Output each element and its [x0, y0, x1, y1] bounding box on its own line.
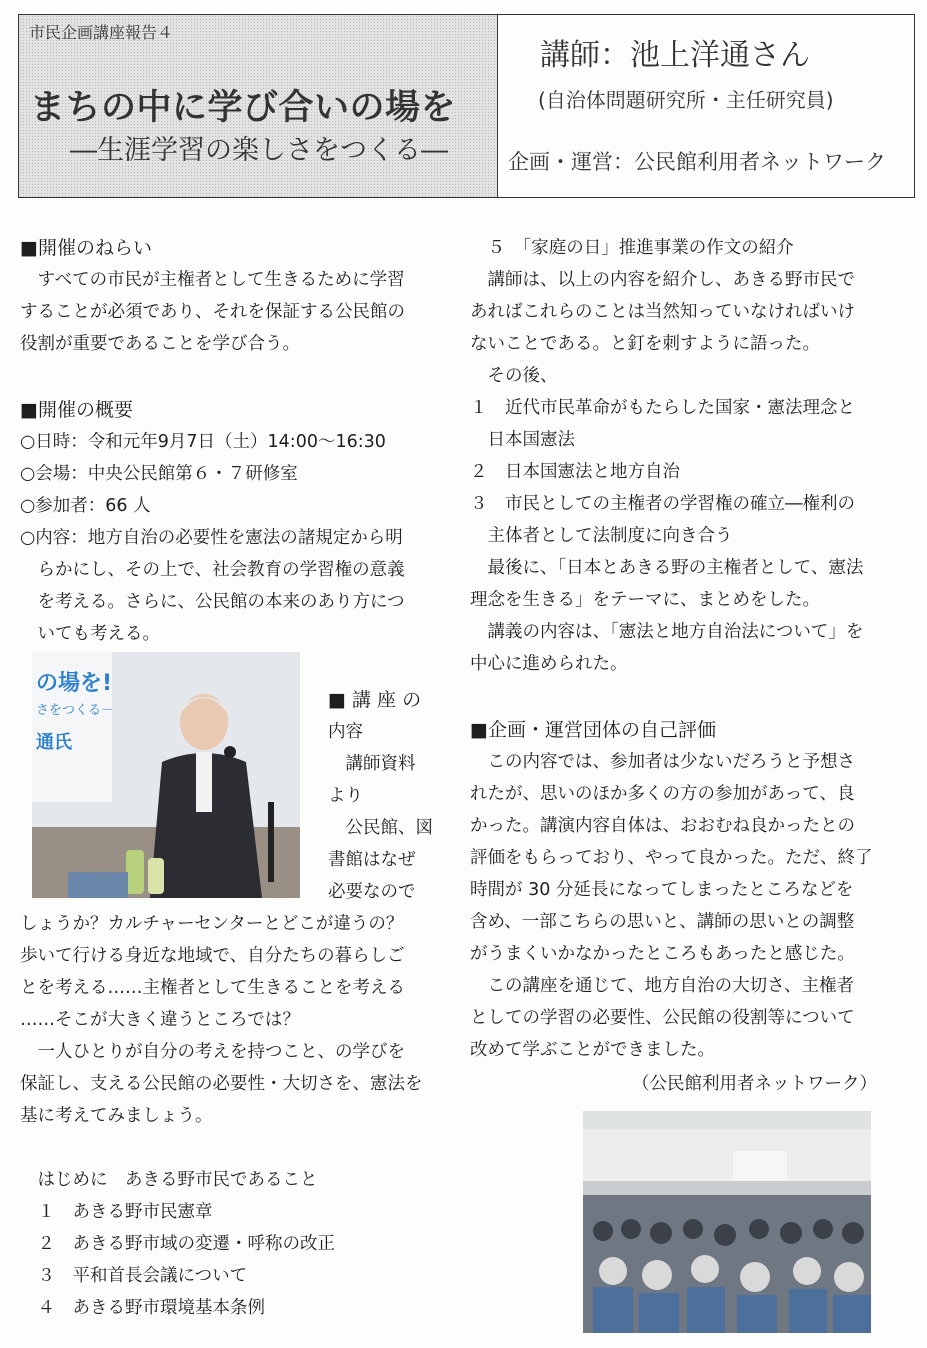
body-line: 中心に進められた。: [470, 654, 628, 674]
page-title: まちの中に学び合いの場を: [30, 88, 457, 128]
outline-item: ２ 日本国憲法と地方自治: [470, 462, 680, 482]
banner-text-icon: の場を!: [36, 671, 113, 696]
aim-line: すべての市民が主権者として生きるために学習: [20, 270, 405, 290]
body-line: ないことである。と釘を刺すように語った。: [470, 334, 820, 354]
body-line: 理念を生きる」をテーマに、まとめをした。: [470, 590, 820, 610]
lecture-content-heading-cont: 内容: [328, 722, 363, 742]
outline-item: 主体者として法制度に向き合う: [470, 526, 733, 546]
outline-intro: はじめに あきる野市民であること: [20, 1170, 318, 1190]
lecturer-name: 講師：池上洋通さん: [540, 38, 810, 73]
bottle-icon: [126, 850, 144, 894]
outline-item: １ 近代市民革命がもたらした国家・憲法理念と: [470, 398, 855, 418]
side-text-line: 必要なので: [328, 882, 416, 902]
side-text-line: 公民館、図: [328, 818, 433, 838]
summary-date: ○日時：令和元年9月7日（土）14:00～16:30: [20, 432, 386, 452]
evaluation-line: がうまくいかなかったところもあったと感じた。: [470, 944, 855, 964]
svg-text:通氏: 通氏: [36, 732, 72, 753]
svg-text:さをつくる－: さをつくる－: [36, 703, 115, 718]
summary-content: ○内容：地方自治の必要性を憲法の諸規定から明: [20, 528, 403, 548]
body-line: とを考える……主権者として生きることを考える: [20, 978, 405, 998]
aim-line: 役割が重要であることを学び合う。: [20, 334, 300, 354]
body-line: しょうか？カルチャーセンターとどこが違うの？: [20, 914, 404, 934]
evaluation-heading: ■企画・運営団体の自己評価: [470, 719, 716, 741]
evaluation-line: この講座を通じて、地方自治の大切さ、主権者: [470, 976, 854, 996]
summary-venue: ○会場：中央公民館第６・７研修室: [20, 464, 298, 484]
summary-heading: ■開催の概要: [20, 399, 133, 421]
side-text-line: より: [328, 786, 363, 806]
outline-item: １ あきる野市民憲章: [20, 1202, 213, 1222]
lecturer-affiliation: (自治体問題研究所・主任研究員): [538, 88, 834, 112]
body-line: 基に考えてみましょう。: [20, 1106, 213, 1126]
evaluation-line: 評価をもらっており、やって良かった。ただ、終了: [470, 848, 873, 868]
outline-item: 日本国憲法: [470, 430, 575, 450]
body-line: その後、: [470, 366, 558, 386]
evaluation-line: かった。講演内容自体は、おおむね良かったとの: [470, 816, 855, 836]
outline-item: ５ 「家庭の日」推進事業の作文の紹介: [470, 238, 794, 258]
signature: （公民館利用者ネットワーク）: [632, 1074, 877, 1094]
outline-item: ３ 市民としての主権者の学習権の確立―権利の: [470, 494, 855, 514]
body-line: 最後に、「日本とあきる野の主権者として、憲法: [470, 558, 864, 578]
audience-photo: [583, 1111, 871, 1333]
side-text-line: 書館はなぜ: [328, 850, 416, 870]
evaluation-line: 改めて学ぶことができました。: [470, 1040, 715, 1060]
outline-item: ３ 平和首長会議について: [20, 1266, 248, 1286]
outline-item: ２ あきる野市域の変遷・呼称の改正: [20, 1234, 335, 1254]
evaluation-line: 時間が 30 分延長になってしまったところなどを: [470, 880, 854, 900]
aim-heading: ■開催のねらい: [20, 237, 152, 259]
series-label: 市民企画講座報告４: [29, 23, 174, 42]
summary-content: いても考える。: [20, 624, 160, 644]
lecturer-photo: [32, 652, 300, 898]
body-line: 講義の内容は、「憲法と地方自治法について」を: [470, 622, 864, 642]
evaluation-line: 含め、一部こちらの思いと、講師の思いとの調整: [470, 912, 855, 932]
aim-line: することが必須であり、それを保証する公民館の: [20, 302, 405, 322]
summary-content: を考える。さらに、公民館の本来のあり方につ: [20, 592, 405, 612]
body-line: 一人ひとりが自分の考えを持つこと、の学びを: [20, 1042, 405, 1062]
summary-content: らかにし、その上で、社会教育の学習権の意義: [20, 560, 405, 580]
body-line: あればこれらのことは当然知っていなければいけ: [470, 302, 855, 322]
lecture-content-heading: ■ 講 座 の: [328, 689, 422, 711]
evaluation-line: れたが、思いのほか多くの方の参加があって、良: [470, 784, 855, 804]
body-line: 保証し、支える公民館の必要性・大切さを、憲法を: [20, 1074, 423, 1094]
body-line: 歩いて行ける身近な地域で、自分たちの暮らしご: [20, 946, 405, 966]
body-line: 講師は、以上の内容を紹介し、あきる野市民で: [470, 270, 855, 290]
side-text-line: 講師資料: [328, 754, 416, 774]
organizer-line: 企画・運営：公民館利用者ネットワーク: [508, 150, 886, 174]
summary-participants: ○参加者：66 人: [20, 496, 151, 516]
evaluation-line: この内容では、参加者は少ないだろうと予想さ: [470, 752, 855, 772]
page-subtitle: ―生涯学習の楽しさをつくる―: [70, 135, 448, 166]
body-line: ……そこが大きく違うところでは？: [20, 1010, 300, 1030]
microphone-icon: [224, 746, 236, 758]
outline-item: ４ あきる野市環境基本条例: [20, 1298, 265, 1318]
evaluation-line: としての学習の必要性、公民館の役割等について: [470, 1008, 855, 1028]
